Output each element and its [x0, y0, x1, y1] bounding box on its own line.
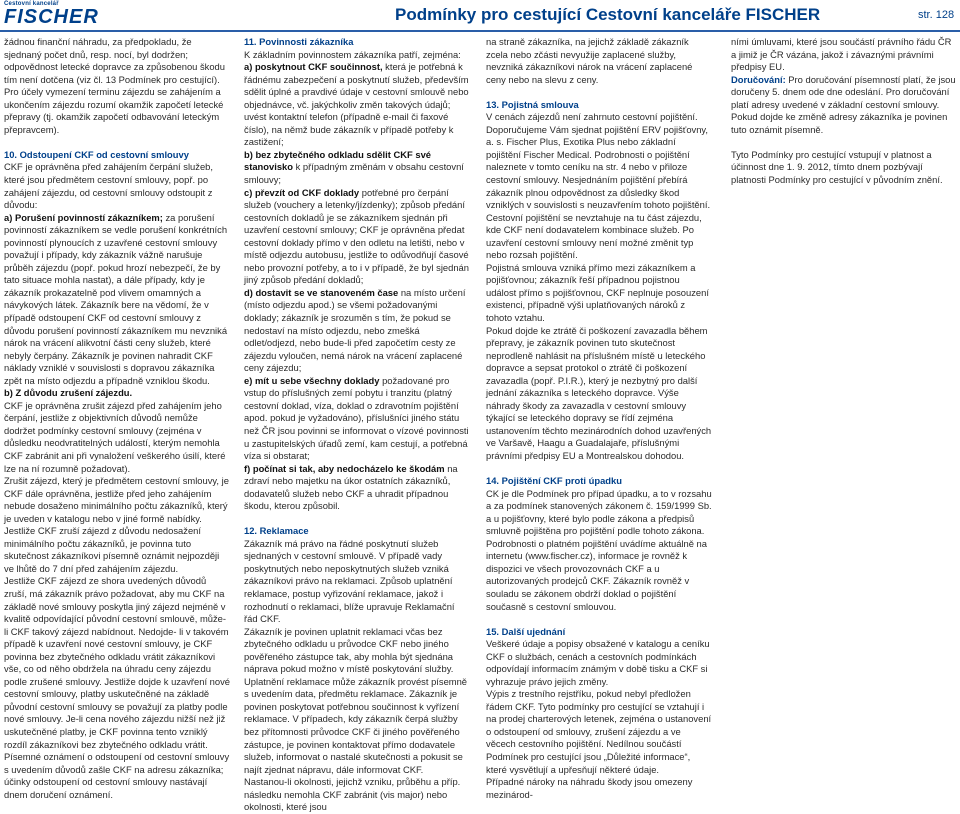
body-paragraph: Písemné oznámení o odstoupení od cestovní smlouvy s uvedením důvodů zašle CKF na adresu zákazníka; účinky odstoupení od cestovní smlouvy nastávají dnem doručení oznámení. — [4, 751, 230, 800]
paragraph-text: Pro doručování písemností platí, že jsou doručeny 5. dnem ode dne odeslání. Pro doručování platí adresy uvedené v základní cestovní smlouvy. Pokud dojde ke změně adresy zákazníka je povinen tuto oznámit písemně. — [731, 73, 956, 135]
clause-text: na místo určení (místo odjezdu apod.) se všemi požadovanými doklady; zákazník je srozuměn s tím, že pokud se nedostaví na místo odjezdu, nebo zmešká odlet/odjezd, nebo bude-li před započetím cesty ze zájezdu vyloučen, nemá nárok na vrácení zaplacené ceny zájezdu; — [244, 286, 466, 374]
text-column-2 — [244, 36, 470, 813]
body-paragraph: na straně zákazníka, na jejichž základě zákazník zcela nebo zčásti nevyužije zaplacené služby, nevzniká zákazníkovi nárok na vrácení zaplacené ceny nebo na slevu z ceny. — [486, 36, 693, 85]
logo-tagline: Cestovní kancelář — [4, 1, 59, 7]
section-heading: 15. Další ujednání — [486, 625, 566, 637]
body-paragraph: Zákazník je povinen uplatnit reklamaci včas bez zbytečného odkladu u průvodce CKF nebo jiného pověřeného zástupce tak, aby mohla být sjednána náprava pokud možno v místě poskytování služby. Uplatnění reklamace může zákazník provést písemně s uvedením data, předmětu reklamace. Zákazník je povinen poskytovat potřebnou součinnost k vyřízení reklamace. V případech, kdy zákazník čerpá služby bez přítomnosti průvodce CKF či jiného pověřeného zástupce, je povinen kontaktovat přímo dodavatele služeb, informovat o nastalé skutečnosti a pokusit se najít zjednat nápravu, dále informovat CKF. — [244, 625, 468, 775]
clause-lead: f) počínat si tak, aby nedocházelo ke škodám — [244, 462, 445, 474]
page-number: str. 128 — [918, 9, 955, 21]
clause-text: k případným změnám v obsahu cestovní smlouvy; — [244, 161, 464, 186]
paragraph-spacer — [486, 86, 712, 99]
paragraph-label: Doručování: — [731, 73, 786, 85]
clause-lead: d) dostavit se ve stanoveném čase — [244, 286, 399, 298]
clause-lead: a) poskytnout CKF součinnost, — [244, 61, 383, 73]
subsection-heading: b) Z důvodu zrušení zájezdu. — [4, 387, 133, 399]
clause-paragraph — [244, 149, 470, 187]
clause-paragraph — [244, 375, 470, 463]
clause-text: na zdraví nebo majetku na úkor ostatních zákazníků, dodavatelů služeb nebo CKF a uhradit případnou škodu, kterou způsobil. — [244, 462, 458, 512]
body-paragraph: V cenách zájezdů není zahrnuto cestovní pojištění. Doporučujeme Vám sjednat pojištění ERV pojišťovny, a. s. Fischer Plus, Exotika Plus nebo základní pojištění Fischer Medical. Podrobnosti o pojištění naleznete v tomto ceníku na str. 4 nebo v přiloze cestovní smlouvy. Nesjednáním pojištění přebírá zákazník plnou odpovědnost za důsledky škod vzniklých v souvislosti s neuzavřením tohoto pojištění. Cestovní pojištění se nevztahuje na tu část zájezdu, kde CKF není dodavatelem kombinace služeb. Po uzavření cestovní smlouvy není možné změnit typ nebo rozsah pojištění. — [486, 111, 711, 261]
logo-wordmark: FISCHER — [4, 6, 99, 28]
paragraph-spacer — [244, 513, 470, 526]
body-paragraph: Veškeré údaje a popisy obsažené v katalogu a ceníku CKF o službách, cenách a cestovních podmínkách odpovídají informacím známým v době tisku a CKF si vyhrazuje právo jejich změny. — [486, 638, 710, 687]
clause-paragraph — [244, 187, 470, 287]
page-header — [0, 0, 960, 28]
body-paragraph: CKF je oprávněna před zahájením čerpání služeb, které jsou předmětem cestovní smlouvy, popř. po zahájení zájezdu, od cestovní smlouvy odstoupit z důvodu: — [4, 161, 213, 211]
text-column-4 — [731, 36, 957, 620]
clause-lead: e) mít u sebe všechny doklady — [244, 374, 380, 386]
text-column-3 — [486, 36, 712, 800]
body-paragraph: CKF je oprávněna zrušit zájezd před zahájením jeho čerpání, jestliže z objektivních důvodů nemůže dodržet podmínky cestovní smlouvy (zejména v důsledku neodvratitelných událostí, kterým nemohla CKF zabránit ani při vynaložení veškerého úsilí, které lze na ní rozumně požadovat). — [4, 399, 226, 474]
paragraph-spacer — [4, 136, 230, 149]
section-heading: 10. Odstoupení CKF od cestovní smlouvy — [4, 148, 189, 160]
paragraph-spacer — [486, 463, 712, 476]
body-paragraph: ními úmluvami, které jsou součástí právního řádu ČR a jimiž je ČR vázána, jakož i závaznými právními předpisy EU. — [731, 36, 952, 73]
body-paragraph: Zákazník má právo na řádné poskytnutí služeb sjednaných v cestovní smlouvě. V případě vady poskytnutých nebo neposkytnutých služeb vzniká zákazníkovi právo na reklamaci. Způsob uplatnění reklamace, postup vyřizování reklamace, jakož i rozhodnutí o reklamaci, blíže upravuje Reklamační řád CKF. — [244, 537, 455, 625]
body-paragraph: žádnou finanční náhradu, za předpokladu, že sjednaný počet dnů, resp. nocí, byl dodržen; odpovědnost letecké dopravce za způsobenou škodu tím není dotčena (viz čl. 13 Podmínek pro cestující). Pro účely vymezení terminu zájezdu se zahájením a ukončením zájezdu rozumí okamžik započetí letecké přepravy (tj. okamžik započetí odbavování leteckým přepravcem). — [4, 36, 225, 135]
clause-paragraph — [244, 287, 470, 375]
body-paragraph: Výpis z trestního rejstříku, pokud nebyl předložen řádem CKF. Tyto podmínky pro cestující se vztahují i na prodej charterových letenek, zejména o ustanovení o odstoupení od smlouvy, zrušení zájezdu a ve věcech cestovního pojištění. Nedílnou součástí Podmínek pro cestující jsou „Důležité informace“, které vysvětlují a upřesňují některé údaje. — [486, 688, 712, 775]
clause-text: která je potřebná k řádnému zabezpečení a poskytnutí služeb, především sdělit úplné a pravdivé údaje v cestovní smlouvě nebo objednávce, vč. jakýchkoliv změn takových údajů; uvést kontaktní telefon (případně e-mail či faxové číslo), na němž bude zákazník v případě potřeby k zastižení; — [244, 61, 469, 148]
body-paragraph: K základním povinnostem zákazníka patří, zejména: — [244, 48, 461, 60]
labeled-paragraph — [731, 74, 957, 137]
clause-lead: b) bez zbytečného odkladu sdělit CKF své stanovisko — [244, 148, 432, 173]
clause-text: za porušení povinností zákazníkem se vedle porušení konkrétních povinností plynoucích z uzavřené cestovní smlouvy považují i případy, kdy zákazník vážně narušuje průběh zájezdu (popř. pokud hrozí nebezpečí, že by tato situace mohla nastat), a dále případy, kdy je zákazník prokazatelně pod vlivem omamných a návykových látek. Zákazník bere na vědomí, že v případě odstoupení CKF od cestovní smlouvy z důvodu porušení povinností zákazníkem mu nevzniká nárok na vrácení alikvotní části ceny služeb, které nebyly čerpány. Zákazník je povinen nahradit CKF náklady vzniklé v souvislosti s dopravou zákazníka zpět na místo odjezdu a případně vzniklou škodu. — [4, 211, 228, 386]
clause-lead: c) převzít od CKF doklady — [244, 186, 360, 198]
body-paragraph: Zrušit zájezd, který je předmětem cestovní smlouvy, je CKF dále oprávněna, jestliže před jeho zahájením nebude dosaženo minimálního počtu zákazníků, který je uveden v katalogu nebo v jiné formě nabídky. Jestliže CKF zruší zájezd z důvodu nedosažení minimálního počtu zákazníků, je povinna tuto skutečnost zákazníkovi písemně oznámit nejpozději ve lhůtě do 7 dní před zahájením zájezdu. — [4, 475, 229, 574]
clause-paragraph — [244, 61, 470, 149]
section-heading: 12. Reklamace — [244, 525, 309, 537]
text-column-1 — [4, 36, 230, 800]
page-title: Podmínky pro cestující Cestovní kanceláře FISCHER — [395, 5, 821, 24]
body-paragraph: Nastanou-li okolnosti, jejichž vzniku, průběhu a příp. následku nemohla CKF zabránit (vis major) nebo okolnosti, které jsou — [244, 776, 461, 813]
clause-paragraph — [244, 463, 470, 513]
body-paragraph: Případné nároky na náhradu škody jsou omezeny mezinárod- — [486, 776, 693, 800]
body-paragraph: Tyto Podmínky pro cestující vstupují v platnost a účinnost dne 1. 9. 2012, tímto dnem pozbývají platnosti Podmínky pro cestující v původním znění. — [731, 148, 943, 185]
body-paragraph: Pojistná smlouva vzniká přímo mezi zákazníkem a pojišťovnou; zákazník řeší případnou pojistnou událost přímo s pojišťovnou, CKF neplnuje posouzení existenci, případně výši uplatňovaných nároků z tohoto vztahu. — [486, 261, 709, 323]
section-heading: 14. Pojištění CKF proti úpadku — [486, 475, 622, 487]
paragraph-spacer — [486, 613, 712, 626]
paragraph-spacer — [731, 136, 957, 149]
clause-lead: a) Porušení povinností zákazníkem; — [4, 211, 163, 223]
body-paragraph: Pokud dojde ke ztrátě či poškození zavazadla během přepravy, je zákazník povinen tuto skutečnost neprodleně nahlásit na příslušném místě u leteckého dopravce a sepsat protokol o ztrátě či poškození zavazadla (popř. P.I.R.), který je nezbytný pro další jednání zákazníka s leteckého dopravce. Výše náhrady škody za zavazadla v cestovní smlouvy týkající se leteckého dopravy se řídí zejména ustanovením těchto mezinárodních dohod uzavřených ve Varšavě, Haagu a Guadalajaře, příslušnými právními předpisy EU a Montrealskou dohodou. — [486, 324, 712, 461]
clause-paragraph — [4, 212, 230, 388]
clause-text: potřebné pro čerpání služeb (vouchery a letenky/jízdenky); způsob předání cestovních dokladů je se zákazníkem sjednán při uzavření cestovní smlouvy; CKF je oprávněna předat cestovní doklady přímo v den odletu na letišti, nebo v místě odjezdu autobusu, jestliže to odůvodňují časové nebo provozní potřeby, a to i v případě, že byl sjednán jiný způsob předání dokladů; — [244, 186, 469, 286]
body-paragraph: Jestliže CKF zájezd ze shora uvedených důvodů zruší, má zákazník právo požadovat, aby mu CKF na základě nové smlouvy poskytla jiný zájezd nejméně v kvalitě odpovídající původní cestovní smlouvě, může-li CKF takový zájezd nabídnout. Nedojde- li v takovém případě k uzavření nové cestovní smlouvy, je CKF povinna bez zbytečného odkladu vrátit zákazníkovi vše, co od něho obdržela na úhradu ceny zájezdu podle zrušené smlouvy. Jestliže dojde k uzavření nové cestovní smlouvy, platby uskutečněné na základě původní cestovní smlouvy se považují za platby podle nové smlouvy. Je-li cena nového zájezdu nižší než již uskutečněné platby, je CKF povinna tento vzniklý rozdíl zákazníkovi bez zbytečného odkladu vrátit. — [4, 575, 230, 750]
header-divider — [0, 30, 960, 32]
section-heading: 13. Pojistná smlouva — [486, 98, 579, 110]
brand-logo — [4, 1, 122, 27]
section-heading: 11. Povinnosti zákazníka — [244, 36, 354, 47]
clause-text: požadované pro vstup do příslušných zemí pobytu i tranzitu (platný cestovní doklad, víza, doklad o zdravotním pojištění apod. pokud je vyžadováno), příslušníci jiného státu než ČR jsou povinni se informovat o vízové povinnosti u zastupitelských úřadů zemí, kam cestují, a potřebná víza si obstarat; — [244, 374, 469, 462]
body-paragraph: CK je dle Podmínek pro případ úpadku, a to v rozsahu a za podmínek stanovených zákonem č. 159/1999 Sb. a u pojišťovny, které bylo podle zákona a předpisů smluvně pojištěna pro pojištění podle tohoto zákona. Podrobnosti o platném pojištění uvádíme aktuálně na internetu (www.fischer.cz), informace je rovněž k dispozici ve všech provozovnách CKF a u autorizovaných prodejců CKF. Zákazník rovněž v souladu se zákonem obdrží doklad o pojištění současně s cestovní smlouvou. — [486, 487, 712, 612]
